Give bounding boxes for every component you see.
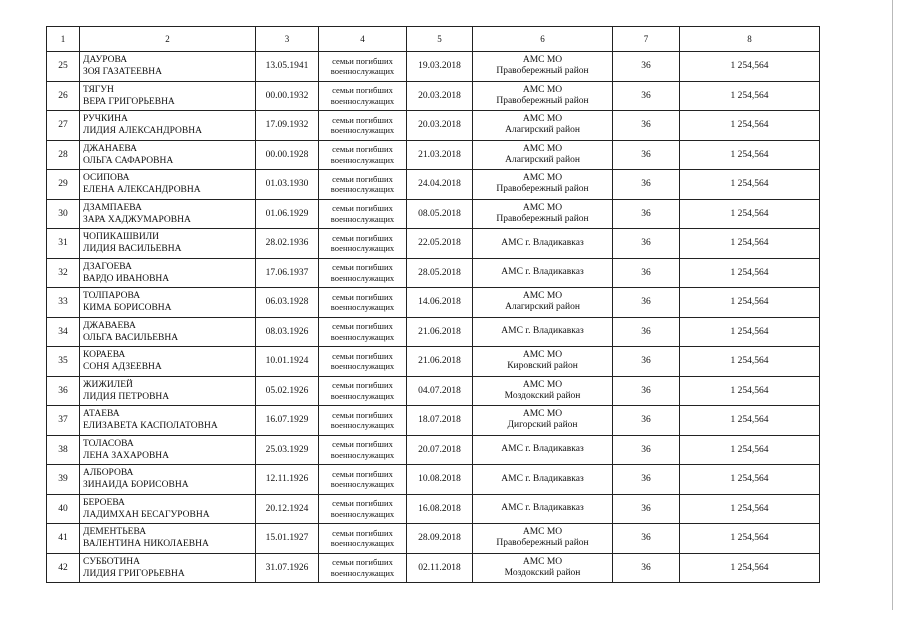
administration-cell xyxy=(473,494,613,524)
given-names: ВАРДО ИВАНОВНА xyxy=(83,273,170,284)
category-cell xyxy=(319,347,407,377)
category-line-2: военнослужащих xyxy=(330,331,395,342)
district-name: Правобережный район xyxy=(496,538,589,549)
category-line-2: военнослужащих xyxy=(330,66,395,77)
table-row xyxy=(47,347,820,377)
administration-name: АМС МО xyxy=(522,291,563,302)
row-number: 31 xyxy=(47,229,80,259)
column-header: 6 xyxy=(473,27,613,52)
administration-cell xyxy=(473,111,613,141)
registration-date: 20.07.2018 xyxy=(407,435,473,465)
administration-name: АМС МО xyxy=(522,527,563,538)
surname: ДЖАВАЕВА xyxy=(83,320,136,331)
category-cell xyxy=(319,81,407,111)
district-name: Алагирский район xyxy=(505,125,580,136)
birth-date: 12.11.1926 xyxy=(256,465,319,495)
category-cell xyxy=(319,465,407,495)
count-cell: 36 xyxy=(613,199,680,229)
category-line-2: военнослужащих xyxy=(330,213,395,224)
category-line-1: семьи погибших xyxy=(332,232,393,243)
surname: РУЧКИНА xyxy=(83,114,128,125)
full-name-cell xyxy=(80,435,256,465)
count-cell: 36 xyxy=(613,140,680,170)
registration-date: 20.03.2018 xyxy=(407,111,473,141)
table-row xyxy=(47,81,820,111)
registration-date: 04.07.2018 xyxy=(407,376,473,406)
birth-date: 20.12.1924 xyxy=(256,494,319,524)
given-names: КИМА БОРИСОВНА xyxy=(83,303,172,314)
administration-name: АМС МО xyxy=(522,55,563,66)
column-header: 4 xyxy=(319,27,407,52)
given-names: ЛЕНА ЗАХАРОВНА xyxy=(83,450,170,461)
column-header: 8 xyxy=(680,27,820,52)
row-number: 33 xyxy=(47,288,80,318)
amount-cell: 1 254,564 xyxy=(680,258,820,288)
birth-date: 17.09.1932 xyxy=(256,111,319,141)
registration-date: 08.05.2018 xyxy=(407,199,473,229)
administration-name: АМС МО xyxy=(522,379,563,390)
full-name-cell xyxy=(80,140,256,170)
full-name-cell xyxy=(80,347,256,377)
row-number: 34 xyxy=(47,317,80,347)
row-number: 38 xyxy=(47,435,80,465)
category-line-2: военнослужащих xyxy=(330,184,395,195)
surname: СУББОТИНА xyxy=(83,556,141,567)
surname: ЧОПИКАШВИЛИ xyxy=(83,232,160,243)
category-line-1: семьи погибших xyxy=(332,439,393,450)
birth-date: 10.01.1924 xyxy=(256,347,319,377)
category-line-2: военнослужащих xyxy=(330,508,395,519)
given-names: ЕЛЕНА АЛЕКСАНДРОВНА xyxy=(83,185,201,196)
category-line-1: семьи погибших xyxy=(332,468,393,479)
category-line-2: военнослужащих xyxy=(330,125,395,136)
surname: АТАЕВА xyxy=(83,409,120,420)
registration-date: 18.07.2018 xyxy=(407,406,473,436)
table-row xyxy=(47,317,820,347)
count-cell: 36 xyxy=(613,435,680,465)
row-number: 27 xyxy=(47,111,80,141)
table-row xyxy=(47,199,820,229)
table-row xyxy=(47,258,820,288)
table-row xyxy=(47,553,820,583)
surname: ДЗАМПАЕВА xyxy=(83,202,142,213)
administration-cell xyxy=(473,52,613,82)
category-line-2: военнослужащих xyxy=(330,154,395,165)
administration-cell xyxy=(473,435,613,465)
column-header: 3 xyxy=(256,27,319,52)
category-line-2: военнослужащих xyxy=(330,449,395,460)
category-cell xyxy=(319,258,407,288)
category-cell xyxy=(319,52,407,82)
district-name: Моздокский район xyxy=(504,567,581,578)
administration-cell xyxy=(473,140,613,170)
amount-cell: 1 254,564 xyxy=(680,494,820,524)
given-names: ЗАРА ХАДЖУМАРОВНА xyxy=(83,214,191,225)
amount-cell: 1 254,564 xyxy=(680,465,820,495)
full-name-cell xyxy=(80,376,256,406)
row-number: 41 xyxy=(47,524,80,554)
column-header: 2 xyxy=(80,27,256,52)
birth-date: 08.03.1926 xyxy=(256,317,319,347)
category-line-1: семьи погибших xyxy=(332,350,393,361)
amount-cell: 1 254,564 xyxy=(680,524,820,554)
administration-name: АМС г. Владикавказ xyxy=(501,267,584,278)
count-cell: 36 xyxy=(613,52,680,82)
category-cell xyxy=(319,553,407,583)
birth-date: 01.06.1929 xyxy=(256,199,319,229)
category-line-1: семьи погибших xyxy=(332,85,393,96)
count-cell: 36 xyxy=(613,111,680,141)
amount-cell: 1 254,564 xyxy=(680,376,820,406)
given-names: ЛИДИЯ АЛЕКСАНДРОВНА xyxy=(83,126,202,137)
category-line-1: семьи погибших xyxy=(332,203,393,214)
category-line-2: военнослужащих xyxy=(330,243,395,254)
full-name-cell xyxy=(80,199,256,229)
administration-name: АМС МО xyxy=(522,84,563,95)
surname: ОСИПОВА xyxy=(83,173,130,184)
amount-cell: 1 254,564 xyxy=(680,199,820,229)
category-line-2: военнослужащих xyxy=(330,361,395,372)
count-cell: 36 xyxy=(613,288,680,318)
administration-name: АМС г. Владикавказ xyxy=(501,326,584,337)
full-name-cell xyxy=(80,553,256,583)
birth-date: 06.03.1928 xyxy=(256,288,319,318)
administration-cell xyxy=(473,81,613,111)
category-line-2: военнослужащих xyxy=(330,390,395,401)
surname: ДЗАГОЕВА xyxy=(83,261,132,272)
full-name-cell xyxy=(80,288,256,318)
row-number: 35 xyxy=(47,347,80,377)
surname: ДЖАНАЕВА xyxy=(83,143,137,154)
registration-date: 28.05.2018 xyxy=(407,258,473,288)
category-cell xyxy=(319,170,407,200)
administration-name: АМС МО xyxy=(522,114,563,125)
registration-date: 16.08.2018 xyxy=(407,494,473,524)
administration-cell xyxy=(473,465,613,495)
given-names: ЛИДИЯ ГРИГОРЬЕВНА xyxy=(83,568,185,579)
administration-cell xyxy=(473,524,613,554)
table-row xyxy=(47,406,820,436)
category-line-2: военнослужащих xyxy=(330,420,395,431)
administration-cell xyxy=(473,376,613,406)
birth-date: 17.06.1937 xyxy=(256,258,319,288)
given-names: ВАЛЕНТИНА НИКОЛАЕВНА xyxy=(83,539,209,550)
amount-cell: 1 254,564 xyxy=(680,52,820,82)
category-line-2: военнослужащих xyxy=(330,272,395,283)
table-row xyxy=(47,465,820,495)
surname: ТЯГУН xyxy=(83,84,114,95)
district-name: Правобережный район xyxy=(496,66,589,77)
registration-date: 21.03.2018 xyxy=(407,140,473,170)
category-cell xyxy=(319,317,407,347)
district-name: Моздокский район xyxy=(504,390,581,401)
category-line-1: семьи погибших xyxy=(332,144,393,155)
full-name-cell xyxy=(80,52,256,82)
birth-date: 16.07.1929 xyxy=(256,406,319,436)
registration-date: 28.09.2018 xyxy=(407,524,473,554)
surname: КОРАЕВА xyxy=(83,350,126,361)
birth-date: 00.00.1932 xyxy=(256,81,319,111)
row-number: 25 xyxy=(47,52,80,82)
amount-cell: 1 254,564 xyxy=(680,317,820,347)
administration-name: АМС МО xyxy=(522,143,563,154)
given-names: ЕЛИЗАВЕТА КАСПОЛАТОВНА xyxy=(83,421,218,432)
category-line-1: семьи погибших xyxy=(332,409,393,420)
full-name-cell xyxy=(80,258,256,288)
administration-cell xyxy=(473,406,613,436)
administration-cell xyxy=(473,199,613,229)
administration-name: АМС г. Владикавказ xyxy=(501,503,584,514)
full-name-cell xyxy=(80,494,256,524)
registration-date: 24.04.2018 xyxy=(407,170,473,200)
count-cell: 36 xyxy=(613,524,680,554)
administration-name: АМС г. Владикавказ xyxy=(501,237,584,248)
district-name: Алагирский район xyxy=(505,154,580,165)
full-name-cell xyxy=(80,170,256,200)
registration-date: 20.03.2018 xyxy=(407,81,473,111)
category-cell xyxy=(319,524,407,554)
category-line-1: семьи погибших xyxy=(332,173,393,184)
registration-date: 21.06.2018 xyxy=(407,347,473,377)
count-cell: 36 xyxy=(613,376,680,406)
full-name-cell xyxy=(80,317,256,347)
count-cell: 36 xyxy=(613,170,680,200)
given-names: ЛИДИЯ ВАСИЛЬЕВНА xyxy=(83,244,182,255)
category-cell xyxy=(319,406,407,436)
amount-cell: 1 254,564 xyxy=(680,140,820,170)
column-header: 7 xyxy=(613,27,680,52)
full-name-cell xyxy=(80,111,256,141)
full-name-cell xyxy=(80,81,256,111)
administration-name: АМС МО xyxy=(522,202,563,213)
amount-cell: 1 254,564 xyxy=(680,229,820,259)
table-row xyxy=(47,111,820,141)
district-name: Правобережный район xyxy=(496,213,589,224)
category-line-1: семьи погибших xyxy=(332,262,393,273)
amount-cell: 1 254,564 xyxy=(680,81,820,111)
administration-cell xyxy=(473,288,613,318)
count-cell: 36 xyxy=(613,317,680,347)
category-line-2: военнослужащих xyxy=(330,302,395,313)
row-number: 39 xyxy=(47,465,80,495)
category-line-2: военнослужащих xyxy=(330,479,395,490)
table-row xyxy=(47,494,820,524)
table-row xyxy=(47,435,820,465)
category-line-1: семьи погибших xyxy=(332,291,393,302)
table-row xyxy=(47,140,820,170)
administration-cell xyxy=(473,553,613,583)
table-row xyxy=(47,170,820,200)
count-cell: 36 xyxy=(613,347,680,377)
table-row xyxy=(47,52,820,82)
category-line-1: семьи погибших xyxy=(332,114,393,125)
count-cell: 36 xyxy=(613,494,680,524)
given-names: ОЛЬГА ВАСИЛЬЕВНА xyxy=(83,332,179,343)
table-row xyxy=(47,288,820,318)
row-number: 42 xyxy=(47,553,80,583)
registration-date: 21.06.2018 xyxy=(407,317,473,347)
amount-cell: 1 254,564 xyxy=(680,553,820,583)
count-cell: 36 xyxy=(613,229,680,259)
category-cell xyxy=(319,140,407,170)
given-names: ВЕРА ГРИГОРЬЕВНА xyxy=(83,96,175,107)
administration-name: АМС г. Владикавказ xyxy=(501,444,584,455)
district-name: Алагирский район xyxy=(505,302,580,313)
table-row xyxy=(47,229,820,259)
administration-cell xyxy=(473,317,613,347)
birth-date: 13.05.1941 xyxy=(256,52,319,82)
given-names: ЗОЯ ГАЗАТЕЕВНА xyxy=(83,67,162,78)
category-cell xyxy=(319,494,407,524)
given-names: ЛАДИМХАН БЕСАГУРОВНА xyxy=(83,509,210,520)
category-line-2: военнослужащих xyxy=(330,567,395,578)
given-names: ЗИНАИДА БОРИСОВНА xyxy=(83,480,189,491)
category-cell xyxy=(319,288,407,318)
table-body xyxy=(47,52,820,583)
category-line-1: семьи погибших xyxy=(332,498,393,509)
administration-name: АМС МО xyxy=(522,556,563,567)
surname: ДЕМЕНТЬЕВА xyxy=(83,527,147,538)
row-number: 36 xyxy=(47,376,80,406)
column-header: 5 xyxy=(407,27,473,52)
district-name: Кировский район xyxy=(507,361,578,372)
given-names: ЛИДИЯ ПЕТРОВНА xyxy=(83,391,170,402)
amount-cell: 1 254,564 xyxy=(680,170,820,200)
administration-cell xyxy=(473,229,613,259)
birth-date: 01.03.1930 xyxy=(256,170,319,200)
row-number: 32 xyxy=(47,258,80,288)
registration-date: 10.08.2018 xyxy=(407,465,473,495)
district-name: Правобережный район xyxy=(496,95,589,106)
full-name-cell xyxy=(80,524,256,554)
surname: БЕРОЕВА xyxy=(83,497,125,508)
page-edge-line xyxy=(892,0,893,610)
registration-date: 22.05.2018 xyxy=(407,229,473,259)
surname: ТОЛПАРОВА xyxy=(83,291,141,302)
table-row xyxy=(47,524,820,554)
count-cell: 36 xyxy=(613,465,680,495)
row-number: 29 xyxy=(47,170,80,200)
row-number: 37 xyxy=(47,406,80,436)
amount-cell: 1 254,564 xyxy=(680,347,820,377)
recipients-table xyxy=(46,26,820,583)
given-names: СОНЯ АДЗЕЕВНА xyxy=(83,362,162,373)
category-cell xyxy=(319,111,407,141)
row-number: 28 xyxy=(47,140,80,170)
category-line-1: семьи погибших xyxy=(332,380,393,391)
amount-cell: 1 254,564 xyxy=(680,288,820,318)
administration-cell xyxy=(473,347,613,377)
district-name: Правобережный район xyxy=(496,184,589,195)
table-row xyxy=(47,376,820,406)
surname: ТОЛАСОВА xyxy=(83,438,134,449)
count-cell: 36 xyxy=(613,81,680,111)
birth-date: 25.03.1929 xyxy=(256,435,319,465)
amount-cell: 1 254,564 xyxy=(680,406,820,436)
category-line-1: семьи погибших xyxy=(332,527,393,538)
category-line-1: семьи погибших xyxy=(332,557,393,568)
full-name-cell xyxy=(80,465,256,495)
count-cell: 36 xyxy=(613,406,680,436)
surname: АЛБОРОВА xyxy=(83,468,134,479)
row-number: 40 xyxy=(47,494,80,524)
administration-name: АМС МО xyxy=(522,409,563,420)
amount-cell: 1 254,564 xyxy=(680,111,820,141)
administration-cell xyxy=(473,170,613,200)
birth-date: 05.02.1926 xyxy=(256,376,319,406)
registration-date: 14.06.2018 xyxy=(407,288,473,318)
birth-date: 28.02.1936 xyxy=(256,229,319,259)
surname: ЖИЖИЛЕЙ xyxy=(83,379,133,390)
administration-name: АМС МО xyxy=(522,350,563,361)
category-line-1: семьи погибших xyxy=(332,55,393,66)
administration-name: АМС МО xyxy=(522,173,563,184)
category-cell xyxy=(319,199,407,229)
full-name-cell xyxy=(80,229,256,259)
column-header: 1 xyxy=(47,27,80,52)
row-number: 30 xyxy=(47,199,80,229)
full-name-cell xyxy=(80,406,256,436)
category-cell xyxy=(319,229,407,259)
row-number: 26 xyxy=(47,81,80,111)
administration-cell xyxy=(473,258,613,288)
registration-date: 19.03.2018 xyxy=(407,52,473,82)
count-cell: 36 xyxy=(613,258,680,288)
count-cell: 36 xyxy=(613,553,680,583)
administration-name: АМС г. Владикавказ xyxy=(501,473,584,484)
category-line-2: военнослужащих xyxy=(330,95,395,106)
birth-date: 00.00.1928 xyxy=(256,140,319,170)
surname: ДАУРОВА xyxy=(83,55,128,66)
birth-date: 15.01.1927 xyxy=(256,524,319,554)
category-cell xyxy=(319,376,407,406)
given-names: ОЛЬГА САФАРОВНА xyxy=(83,155,174,166)
table-header-row xyxy=(47,27,820,52)
category-cell xyxy=(319,435,407,465)
birth-date: 31.07.1926 xyxy=(256,553,319,583)
district-name: Дигорский район xyxy=(507,420,578,431)
category-line-2: военнослужащих xyxy=(330,538,395,549)
amount-cell: 1 254,564 xyxy=(680,435,820,465)
category-line-1: семьи погибших xyxy=(332,321,393,332)
registration-date: 02.11.2018 xyxy=(407,553,473,583)
